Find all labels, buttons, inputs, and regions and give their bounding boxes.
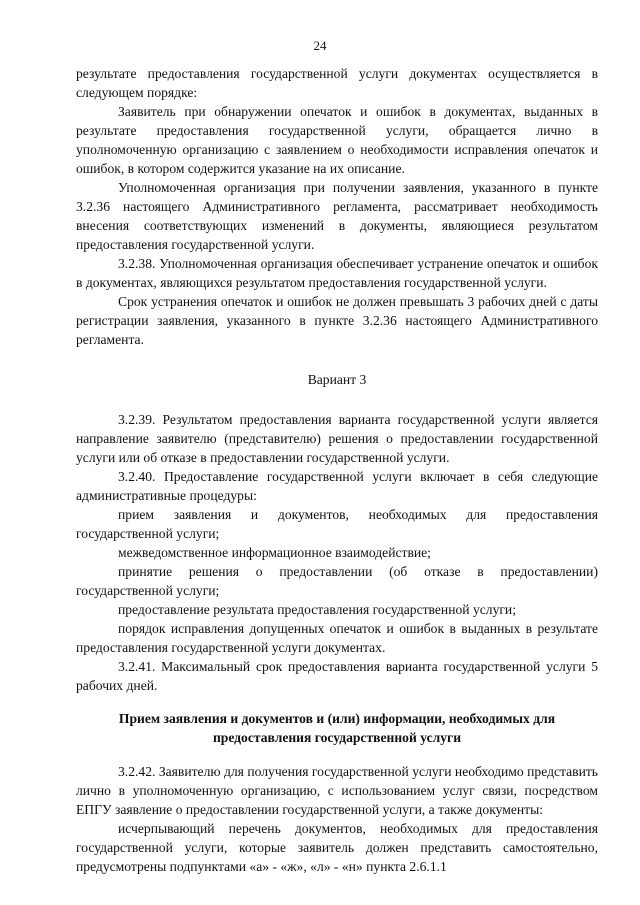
paragraph: 3.2.42. Заявителю для получения государственной услуги необходимо представить лично в уполномоченную организацию, с использованием услуг связи, посредством ЕПГУ заявление о предоставлении государственной услуги, а также документы: <box>76 764 598 817</box>
paragraph: исчерпывающий перечень документов, необходимых для предоставления государственной услуги, которые заявитель должен представить самостоятельно, предусмотрены подпунктами «а» - «ж», «л» - «н» пункта 2.6.1.1 <box>76 821 598 874</box>
list-item: принятие решения о предоставлении (об отказе в предоставлении) государственной услуги; <box>76 564 598 598</box>
list-item: предоставление результата предоставления государственной услуги; <box>118 602 516 617</box>
paragraph: Заявитель при обнаружении опечаток и ошибок в документах, выданных в результате предоставления государственной услуги, обращается лично в уполномоченную организацию с заявлением о необходимости исправления опечаток и ошибок, в котором содержится указание на их описание. <box>76 104 598 176</box>
paragraph: Срок устранения опечаток и ошибок не должен превышать 3 рабочих дней с даты регистрации заявления, указанного в пункте 3.2.36 настоящего Административного регламента. <box>76 294 598 347</box>
paragraph: 3.2.40. Предоставление государственной услуги включает в себя следующие административные процедуры: <box>76 469 598 503</box>
section-heading: Прием заявления и документов и (или) информации, необходимых для предоставления государственной услуги <box>118 711 556 745</box>
list-item: межведомственное информационное взаимодействие; <box>118 545 431 560</box>
paragraph: 3.2.39. Результатом предоставления варианта государственной услуги является направление заявителю (представителю) решения о предоставлении государственной услуги или об отказе в предоставлении государственной услуги. <box>76 412 598 465</box>
paragraph: 3.2.38. Уполномоченная организация обеспечивает устранение опечаток и ошибок в документах, являющихся результатом предоставления государственной услуги. <box>76 256 598 290</box>
paragraph: Уполномоченная организация при получении заявления, указанного в пункте 3.2.36 настоящего Административного регламента, рассматривает необходимость внесения соответствующих изменений в документы, являющиеся результатом предоставления государственной услуги. <box>76 180 598 252</box>
list-item: порядок исправления допущенных опечаток и ошибок в выданных в результате предоставления государственной услуги документах. <box>76 621 598 655</box>
page-number: 24 <box>313 38 327 53</box>
variant-title: Вариант 3 <box>307 372 367 387</box>
list-item: прием заявления и документов, необходимых для предоставления государственной услуги; <box>76 507 598 541</box>
page-content <box>76 64 598 876</box>
paragraph-continuation: результате предоставления государственной услуги документах осуществляется в следующем порядке: <box>76 66 598 100</box>
paragraph: 3.2.41. Максимальный срок предоставления варианта государственной услуги 5 рабочих дней. <box>76 659 598 693</box>
